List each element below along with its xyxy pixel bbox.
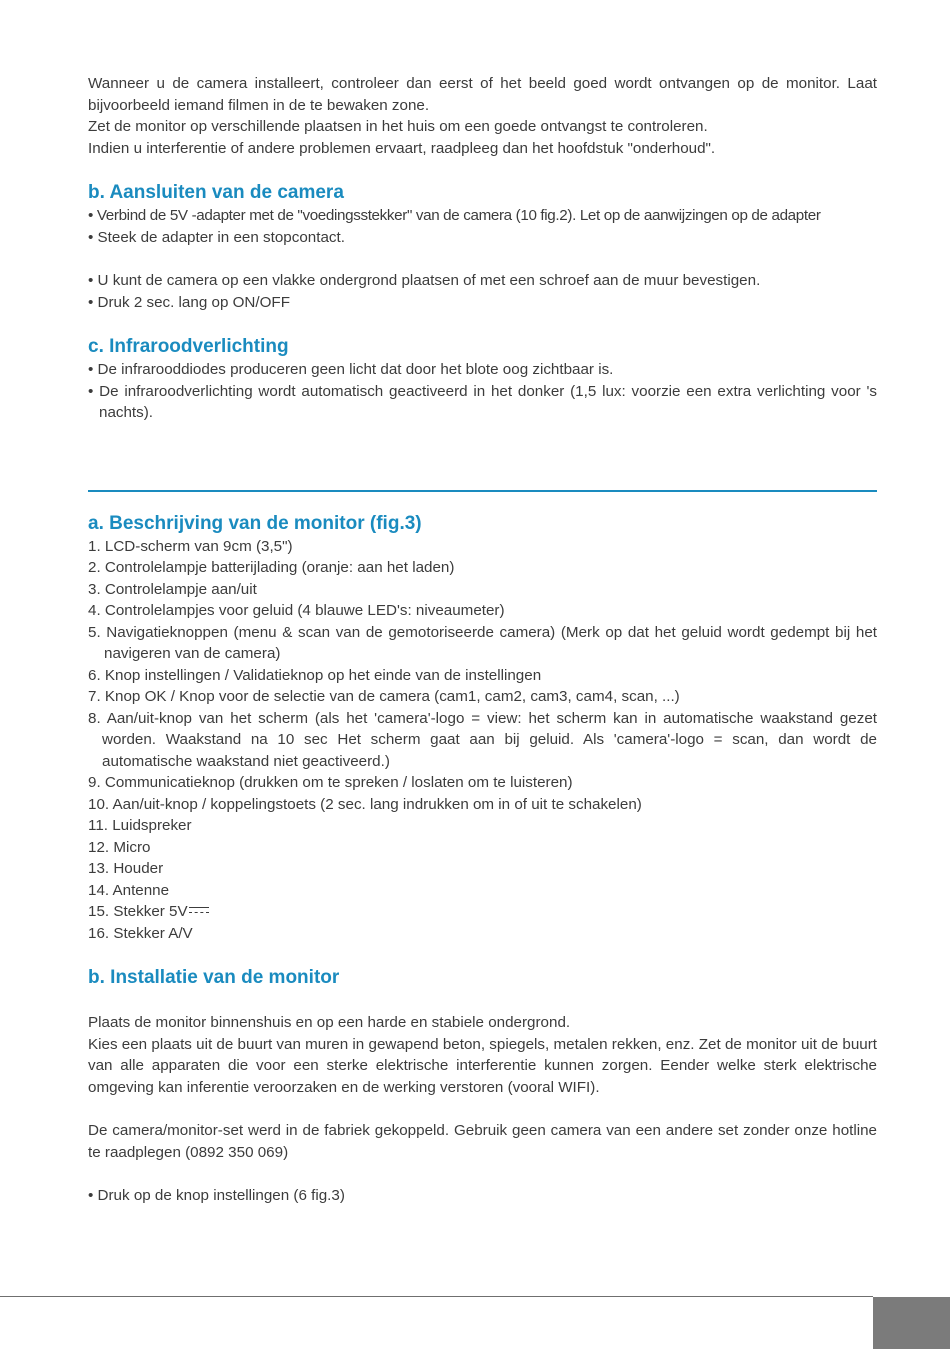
list-item: 5. Navigatieknoppen (menu & scan van de gemotoriseerde camera) (Merk op dat het geluid wordt gedempt bij het navigeren van de camera) xyxy=(88,623,877,662)
list-item: 4. Controlelampjes voor geluid (4 blauwe LED's: niveaumeter) xyxy=(88,602,505,619)
list-item: 2. Controlelampje batterijlading (oranje: aan het laden) xyxy=(88,559,455,576)
list-item: 6. Knop instellingen / Validatieknop op het einde van de instellingen xyxy=(88,666,542,684)
install-paragraph-3: De camera/monitor-set werd in de fabriek gekoppeld. Gebruik geen camera van een andere set zonder onze hotline te raadplegen (0892 350 069) xyxy=(88,1122,877,1161)
list-item: 14. Antenne xyxy=(88,881,170,899)
footer-line xyxy=(0,1296,873,1297)
bullet-ondergrond: • U kunt de camera op een vlakke ondergrond plaatsen of met een schroef aan de muur bevestigen. xyxy=(88,272,761,289)
list-item: 7. Knop OK / Knop voor de selectie van de camera (cam1, cam2, cam3, cam4, scan, ...) xyxy=(88,688,680,705)
heading-infraroodverlichting: c. Infraroodverlichting xyxy=(88,336,289,357)
list-item: 9. Communicatieknop (drukken om te spreken / loslaten om te luisteren) xyxy=(88,774,573,791)
bullet-infraroodverlichting: • De infraroodverlichting wordt automatisch geactiveerd in het donker (1,5 lux: voorzie een extra verlichting voor 's nachts). xyxy=(88,382,877,421)
bullet-on-off: • Druk 2 sec. lang op ON/OFF xyxy=(88,293,290,311)
bullet-stopcontact: • Steek de adapter in een stopcontact. xyxy=(88,228,345,246)
install-paragraph-2: Kies een plaats uit de buurt van muren in gewapend beton, spiegels, metalen rekken, enz. Zet de monitor uit de buurt van alle apparaten die voor een sterke elektrische interferentie kunnen zorgen. Eender welke sterk elektrische omgeving kan inferentie veroorzaken en de werking verstoren (vooral WIFI). xyxy=(88,1035,877,1096)
bullet-adapter: • Verbind de 5V -adapter met de "voedingsstekker" van de camera (10 fig.2). Let op de aanwijzingen op de adapter xyxy=(88,207,821,224)
install-paragraph-1: Plaats de monitor binnenshuis en op een harde en stabiele ondergrond. xyxy=(88,1014,571,1031)
dc-symbol-icon xyxy=(189,907,209,917)
list-item: 16. Stekker A/V xyxy=(88,924,193,942)
intro-paragraph-1: Wanneer u de camera installeert, controleer dan eerst of het beeld goed wordt ontvangen op de monitor. Laat bijvoorbeeld iemand filmen in de te bewaken zone. xyxy=(88,75,877,114)
list-item: 3. Controlelampje aan/uit xyxy=(88,580,257,598)
list-item-label: 15. Stekker 5V xyxy=(88,903,188,920)
heading-beschrijving-monitor: a. Beschrijving van de monitor (fig.3) xyxy=(88,512,422,534)
list-item: 10. Aan/uit-knop / koppelingstoets (2 sec. lang indrukken om in of uit te schakelen) xyxy=(88,795,642,813)
heading-aansluiten-camera: b. Aansluiten van de camera xyxy=(88,182,344,203)
bullet-infrarooddiodes: • De infrarooddiodes produceren geen licht dat door het blote oog zichtbaar is. xyxy=(88,361,614,378)
page-number-box xyxy=(873,1297,950,1349)
section-divider xyxy=(88,490,877,492)
list-item: 8. Aan/uit-knop van het scherm (als het 'camera'-logo = view: het scherm kan in automatische waakstand gezet worden. Waakstand na 10 sec Het scherm gaat aan bij geluid. Als 'camera'-logo = scan, dan wordt de automatische waakstand niet geactiveerd.) xyxy=(88,709,877,770)
page-content xyxy=(88,73,877,1207)
intro-paragraph-2: Zet de monitor op verschillende plaatsen in het huis om een goede ontvangst te controleren. xyxy=(88,118,708,135)
heading-installatie-monitor: b. Installatie van de monitor xyxy=(88,967,340,988)
intro-paragraph-3: Indien u interferentie of andere problemen ervaart, raadpleeg dan het hoofdstuk "onderhoud". xyxy=(88,139,716,157)
list-item: 1. LCD-scherm van 9cm (3,5") xyxy=(88,537,293,555)
list-item: 12. Micro xyxy=(88,838,151,856)
list-item: 13. Houder xyxy=(88,860,164,877)
list-item-dc-plug xyxy=(88,901,877,923)
bullet-knop-instellingen: • Druk op de knop instellingen (6 fig.3) xyxy=(88,1187,345,1204)
list-item: 11. Luidspreker xyxy=(88,817,192,834)
